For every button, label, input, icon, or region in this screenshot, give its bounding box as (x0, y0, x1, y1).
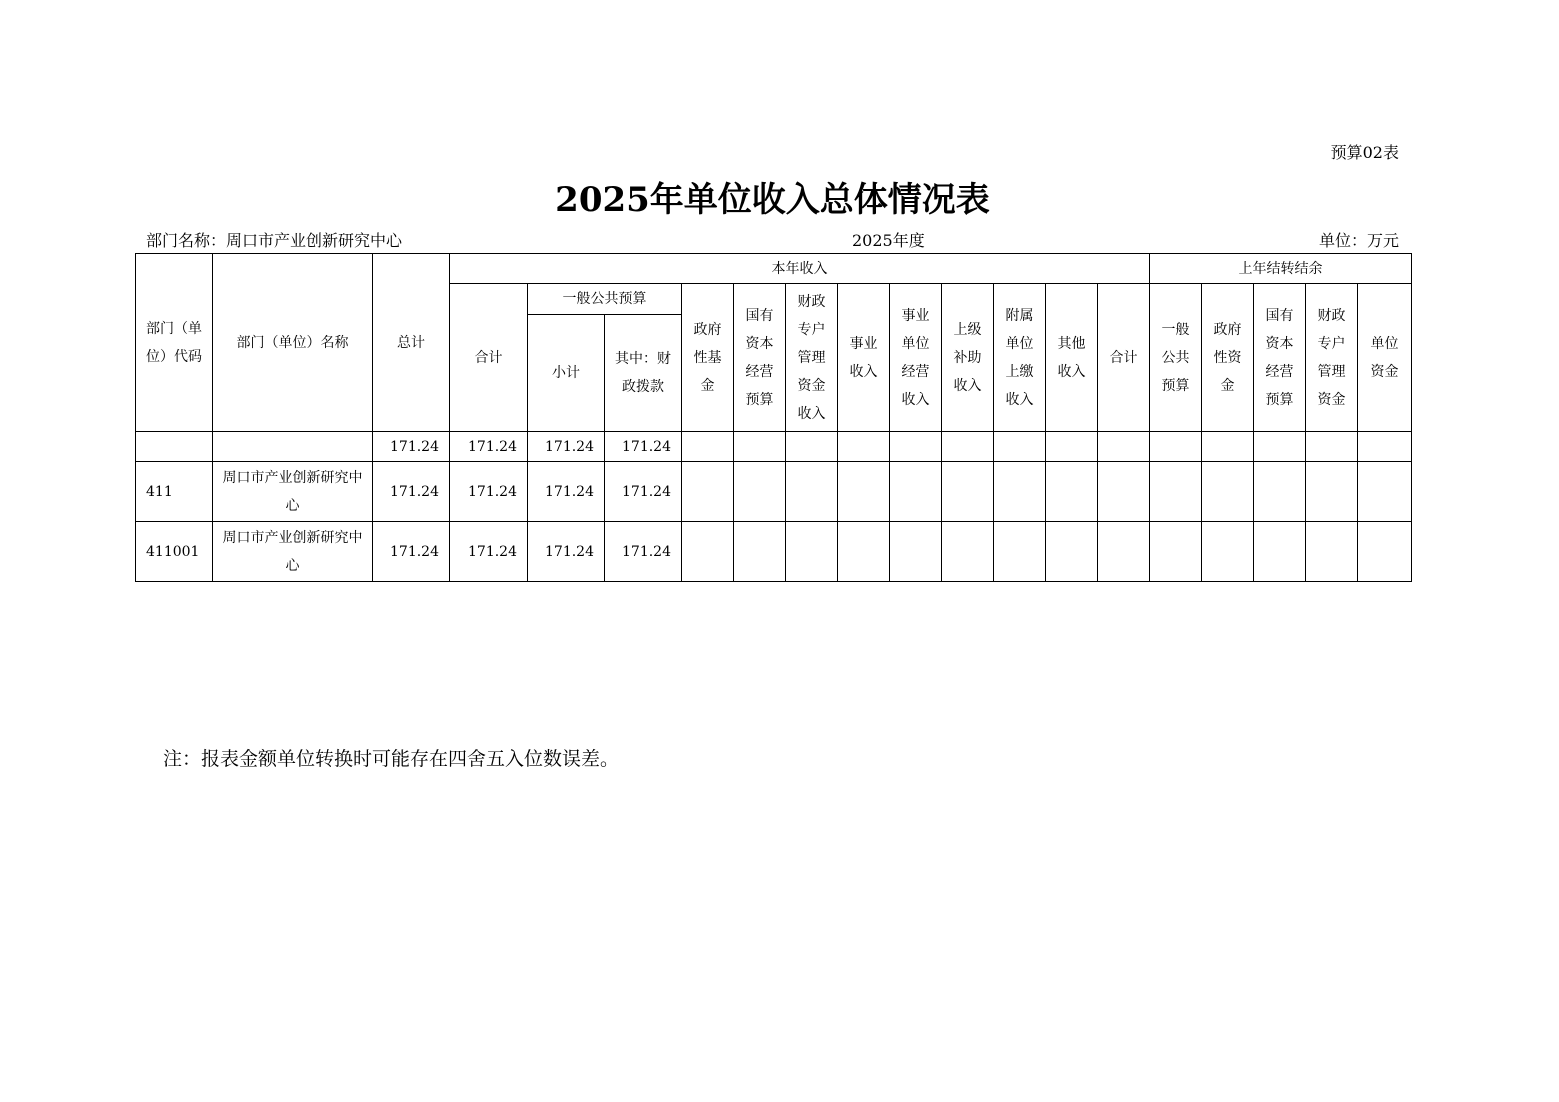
cell-empty (838, 432, 890, 462)
cell-empty (1254, 462, 1306, 522)
cell-empty (1358, 522, 1412, 582)
cell-name (213, 432, 373, 462)
cell-total: 171.24 (373, 432, 450, 462)
table-row (136, 522, 1412, 582)
department-label: 部门名称：周口市产业创新研究中心 (146, 231, 403, 250)
cell-empty (1306, 522, 1358, 582)
header-cy-subordinate-payment: 附属单位上缴收入 (994, 284, 1046, 432)
cell-empty (1046, 522, 1098, 582)
cell-empty (994, 522, 1046, 582)
cell-empty (734, 432, 786, 462)
cell-empty (1306, 462, 1358, 522)
footnote: 注：报表金额单位转换时可能存在四舍五入位数误差。 (163, 748, 620, 770)
header-ly-unit-fund: 单位资金 (1358, 284, 1412, 432)
cell-empty (1046, 432, 1098, 462)
cell-empty (890, 432, 942, 462)
cell-empty (786, 432, 838, 462)
cell-empty (786, 462, 838, 522)
header-dept-code: 部门（单位）代码 (136, 254, 213, 432)
header-cy-state-capital: 国有资本经营预算 (734, 284, 786, 432)
cell-empty (1098, 522, 1150, 582)
cell-empty (1150, 462, 1202, 522)
cell-fiscal-grant: 171.24 (605, 432, 682, 462)
cell-empty (1358, 462, 1412, 522)
cell-empty (1150, 522, 1202, 582)
cell-empty (838, 462, 890, 522)
cell-empty (734, 522, 786, 582)
header-current-year-income: 本年收入 (450, 254, 1150, 284)
fiscal-year-label: 2025年度 (852, 231, 925, 250)
cell-empty (994, 462, 1046, 522)
cell-name: 周口市产业创新研究中心 (213, 462, 373, 522)
cell-empty (682, 432, 734, 462)
header-ly-general-budget: 一般公共预算 (1150, 284, 1202, 432)
cell-empty (1046, 462, 1098, 522)
header-cy-subtotal: 合计 (450, 284, 528, 432)
cell-empty (1254, 432, 1306, 462)
cell-subtotal: 171.24 (450, 522, 528, 582)
cell-empty (994, 432, 1046, 462)
header-cy-general-budget: 一般公共预算 (528, 284, 682, 315)
header-ly-gov-fund: 政府性资金 (1202, 284, 1254, 432)
header-dept-name: 部门（单位）名称 (213, 254, 373, 432)
cell-fiscal-grant: 171.24 (605, 462, 682, 522)
cell-name: 周口市产业创新研究中心 (213, 522, 373, 582)
header-cy-operation-income: 事业单位经营收入 (890, 284, 942, 432)
cell-total: 171.24 (373, 462, 450, 522)
income-summary-table (135, 253, 1412, 582)
cell-small-total: 171.24 (528, 432, 605, 462)
header-ly-subtotal: 合计 (1098, 284, 1150, 432)
table-row (136, 432, 1412, 462)
header-cy-business-income: 事业收入 (838, 284, 890, 432)
cell-empty (1202, 432, 1254, 462)
cell-subtotal: 171.24 (450, 462, 528, 522)
header-last-year-carryover: 上年结转结余 (1150, 254, 1412, 284)
cell-empty (942, 462, 994, 522)
page-title: 2025年单位收入总体情况表 (555, 180, 990, 220)
header-cy-other-income: 其他收入 (1046, 284, 1098, 432)
header-total: 总计 (373, 254, 450, 432)
header-cy-small-total: 小计 (528, 315, 605, 432)
cell-empty (734, 462, 786, 522)
cell-empty (942, 522, 994, 582)
cell-empty (1358, 432, 1412, 462)
header-cy-gov-fund: 政府性基金 (682, 284, 734, 432)
unit-label: 单位：万元 (1318, 231, 1399, 250)
cell-empty (1306, 432, 1358, 462)
cell-empty (682, 522, 734, 582)
cell-empty (1202, 522, 1254, 582)
cell-fiscal-grant: 171.24 (605, 522, 682, 582)
cell-code: 411001 (136, 522, 213, 582)
cell-empty (942, 432, 994, 462)
cell-empty (682, 462, 734, 522)
cell-empty (890, 462, 942, 522)
cell-empty (1254, 522, 1306, 582)
cell-total: 171.24 (373, 522, 450, 582)
cell-code: 411 (136, 462, 213, 522)
cell-empty (1150, 432, 1202, 462)
cell-empty (838, 522, 890, 582)
cell-subtotal: 171.24 (450, 432, 528, 462)
cell-empty (786, 522, 838, 582)
cell-empty (1098, 462, 1150, 522)
cell-empty (1202, 462, 1254, 522)
cell-empty (890, 522, 942, 582)
cell-small-total: 171.24 (528, 462, 605, 522)
header-cy-fiscal-grant: 其中：财政拨款 (605, 315, 682, 432)
cell-small-total: 171.24 (528, 522, 605, 582)
header-ly-state-capital: 国有资本经营预算 (1254, 284, 1306, 432)
form-number: 预算02表 (1330, 143, 1399, 162)
header-cy-superior-subsidy: 上级补助收入 (942, 284, 994, 432)
header-ly-fiscal-special: 财政专户管理资金 (1306, 284, 1358, 432)
header-cy-fiscal-special: 财政专户管理资金收入 (786, 284, 838, 432)
table-row (136, 462, 1412, 522)
cell-empty (1098, 432, 1150, 462)
cell-code (136, 432, 213, 462)
